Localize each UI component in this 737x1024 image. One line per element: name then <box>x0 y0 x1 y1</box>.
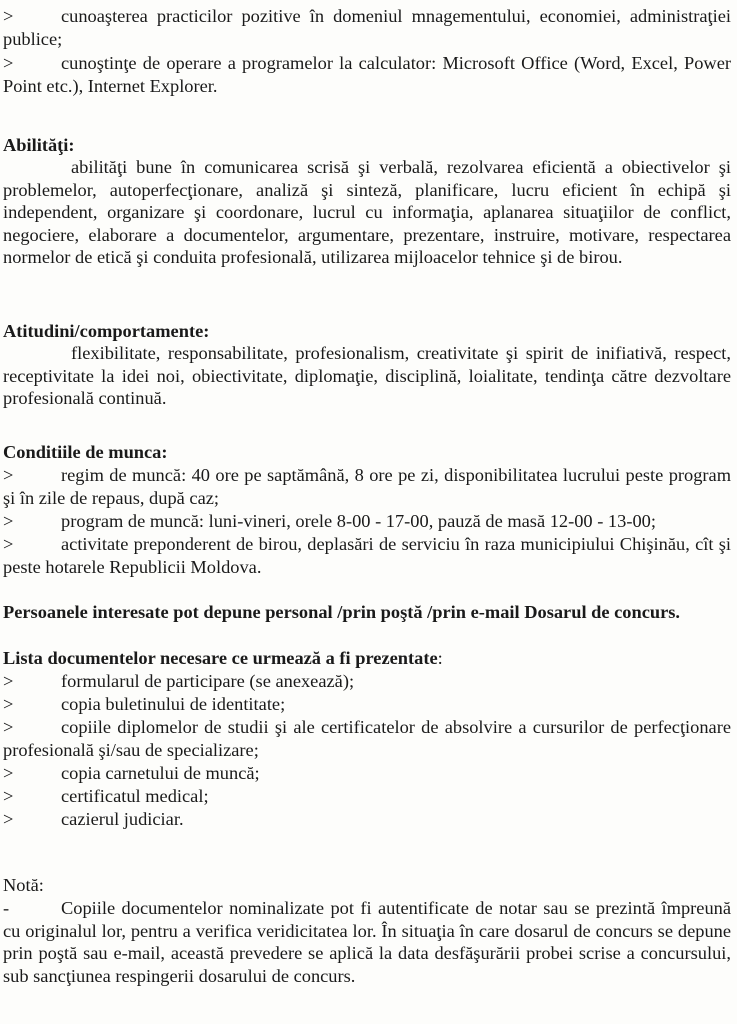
documents-item <box>3 670 731 693</box>
bullet-marker: > <box>3 694 14 714</box>
documents-item-text: copiile diplomelor de studii şi ale certificatelor de absolvire a cursurilor de perfecţionare profesională şi/sau de specializare; <box>3 717 731 760</box>
attitudes-heading: Atitudini/comportamente: <box>3 321 210 341</box>
documents-item <box>3 785 731 808</box>
documents-item-text: copia carnetului de muncă; <box>61 763 260 783</box>
abilities-text: abilităţi bune în comunicarea scrisă şi verbală, rezolvarea eficientă a obiectivelor şi problemelor, autoperfecţionare, analiză şi sinteză, planificare, lucru eficient în echipă şi independent, organizare şi coordonare, lucrul cu informaţia, aplanarea situaţiilor de conflict, negociere, elaborare a documentelor, argumentare, prezentare, instruire, motivare, respectarea normelor de etică şi conduita profesională, utilizarea mijloacelor tehnice şi de birou. <box>3 157 731 268</box>
abilities-heading: Abilităţi: <box>3 135 75 155</box>
documents-heading: Lista documentelor necesare ce urmează a fi prezentate <box>3 648 438 668</box>
documents-item-text: formularul de participare (se anexează); <box>61 671 355 691</box>
documents-item-text: copia buletinului de identitate; <box>61 694 286 714</box>
conditions-item-text: regim de muncă: 40 ore pe saptămână, 8 ore pe zi, disponibilitatea lucrului peste program şi în zile de repaus, după caz; <box>3 465 731 508</box>
knowledge-item-text: cunoştinţe de operare a programelor la calculator: Microsoft Office (Word, Excel, Power Point etc.), Internet Explorer. <box>3 53 731 96</box>
bullet-marker: > <box>3 534 14 554</box>
documents-heading-colon: : <box>437 648 443 668</box>
conditions-item-text: activitate preponderent de birou, deplasări de serviciu în raza municipiului Chişinău, cît şi peste hotarele Republicii Moldova. <box>3 534 731 577</box>
conditions-item <box>3 533 731 578</box>
bullet-marker: > <box>3 809 14 829</box>
bullet-marker: > <box>3 717 14 737</box>
knowledge-item <box>3 52 731 97</box>
note-paragraph <box>3 897 731 987</box>
documents-item <box>3 762 731 785</box>
dash-marker: - <box>3 898 10 918</box>
conditions-heading: Conditiile de munca: <box>3 442 168 462</box>
documents-item-text: certificatul medical; <box>61 786 209 806</box>
documents-item-text: cazierul judiciar. <box>61 809 184 829</box>
attitudes-text: flexibilitate, responsabilitate, profesionalism, creativitate şi spirit de inifiativă, respect, receptivitate la idei noi, obiectivitate, diplomaţie, disciplină, loialitate, tendinţa către dezvoltare profesională continuă. <box>3 343 731 409</box>
bullet-marker: > <box>3 511 14 531</box>
knowledge-item-text: cunoaşterea practicilor pozitive în domeniul mnagementului, economiei, administraţiei publice; <box>3 6 731 49</box>
documents-heading-line <box>3 647 731 670</box>
conditions-item-text: program de muncă: luni-vineri, orele 8-00 - 17-00, pauză de masă 12-00 - 13-00; <box>61 511 656 531</box>
bullet-marker: > <box>3 786 14 806</box>
note-heading: Notă: <box>3 875 44 895</box>
submission-text: Persoanele interesate pot depune personal /prin poştă /prin e-mail Dosarul de concurs. <box>3 602 681 622</box>
bullet-marker: > <box>3 763 14 783</box>
bullet-marker: > <box>3 6 14 26</box>
conditions-item <box>3 510 731 533</box>
documents-item <box>3 716 731 761</box>
note-text: Copiile documentelor nominalizate pot fi autentificate de notar sau se prezintă împreună cu originalul lor, pentru a verifica veridicitatea lor. În situaţia în care dosarul de concurs se depune prin poştă sau e-mail, această prevedere se aplică la data desfăşurării probei scrise a concursului, sub sancţiunea respingerii dosarului de concurs. <box>3 898 731 986</box>
knowledge-item <box>3 5 731 50</box>
documents-item <box>3 808 731 831</box>
bullet-marker: > <box>3 53 14 73</box>
documents-item <box>3 693 731 716</box>
conditions-item <box>3 464 731 509</box>
bullet-marker: > <box>3 465 14 485</box>
bullet-marker: > <box>3 671 14 691</box>
